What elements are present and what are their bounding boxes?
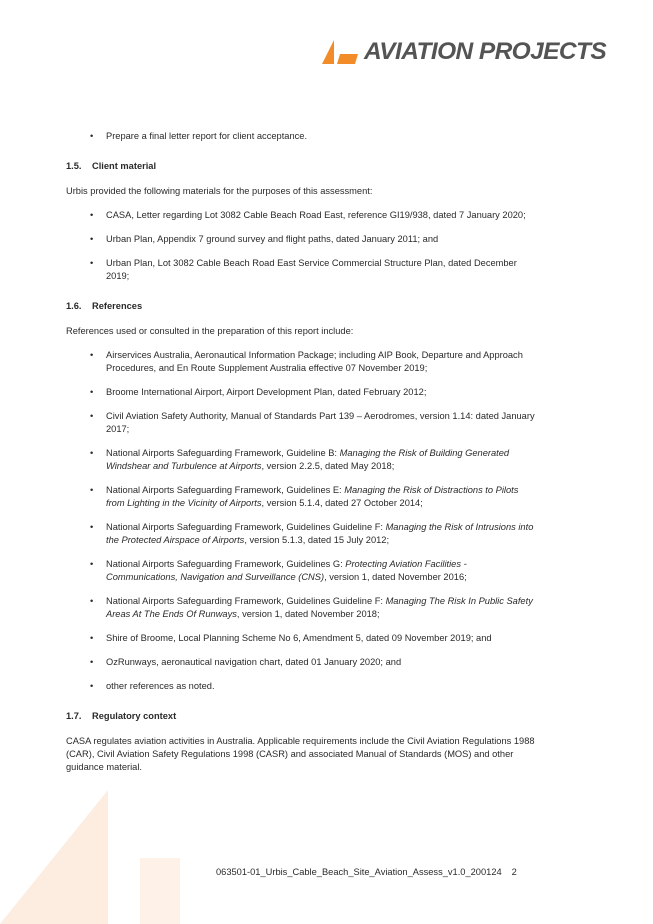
list-item-text: National Airports Safeguarding Framework, Guidelines Guideline F:	[106, 522, 386, 532]
list-item-text: National Airports Safeguarding Framework, Guideline B:	[106, 448, 340, 458]
bullet-icon: •	[90, 522, 94, 532]
bullet-icon: •	[90, 485, 94, 495]
watermark-logo-icon	[0, 790, 180, 924]
list-item	[66, 233, 536, 246]
list-item-text: Urban Plan, Appendix 7 ground survey and flight paths, dated January 2011; and	[106, 234, 439, 244]
list-item-text: National Airports Safeguarding Framework, Guidelines Guideline F:	[106, 596, 386, 606]
bullet-icon: •	[90, 411, 94, 421]
list-item	[66, 447, 536, 473]
list-item-title-italic: Managing The Risk In Public Safety Areas At The Ends Of Runways	[106, 596, 533, 619]
list-item-text-suffix: , version 5.1.3, dated 15 July 2012;	[244, 535, 390, 545]
section-title: Regulatory context	[92, 711, 177, 721]
footer-page-number: 2	[511, 867, 517, 877]
list-item	[66, 595, 536, 621]
list-item-text-suffix: , version 1, dated November 2016;	[324, 572, 467, 582]
section-number: 1.5.	[66, 161, 82, 171]
list-item	[66, 410, 536, 436]
bullet-list	[66, 209, 536, 283]
section-number: 1.7.	[66, 711, 82, 721]
footer	[216, 867, 517, 877]
bullet-icon: •	[90, 131, 94, 141]
list-item-text: Civil Aviation Safety Authority, Manual of Standards Part 139 – Aerodromes, version 1.14: dated January 2017;	[106, 411, 535, 434]
bullet-icon: •	[90, 210, 94, 220]
main-content	[66, 130, 536, 785]
footer-doc-ref: 063501-01_Urbis_Cable_Beach_Site_Aviation_Assess_v1.0_200124	[216, 867, 502, 877]
bullet-icon: •	[90, 633, 94, 643]
list-item-text: OzRunways, aeronautical navigation chart, dated 01 January 2020; and	[106, 657, 402, 667]
bullet-icon: •	[90, 387, 94, 397]
company-logo	[322, 38, 612, 68]
list-item	[66, 386, 536, 399]
section-heading	[66, 710, 536, 723]
list-item-text: National Airports Safeguarding Framework, Guidelines E:	[106, 485, 345, 495]
logo-mark-icon	[322, 40, 362, 64]
list-item-title-italic: Protecting Aviation Facilities - Communications, Navigation and Surveillance (CNS)	[106, 559, 467, 582]
section-heading	[66, 300, 536, 313]
sections-container	[66, 160, 536, 774]
list-item-text: Broome International Airport, Airport Development Plan, dated February 2012;	[106, 387, 427, 397]
bullet-icon: •	[90, 681, 94, 691]
list-item	[66, 257, 536, 283]
section-heading	[66, 160, 536, 173]
list-item-text: National Airports Safeguarding Framework, Guidelines G:	[106, 559, 346, 569]
list-item-text-suffix: , version 2.2.5, dated May 2018;	[261, 461, 395, 471]
list-item-text-suffix: , version 1, dated November 2018;	[236, 609, 380, 619]
list-item	[66, 656, 536, 669]
list-item	[66, 209, 536, 222]
list-item-text: other references as noted.	[106, 681, 215, 691]
bullet-icon: •	[90, 559, 94, 569]
list-item-text: Urban Plan, Lot 3082 Cable Beach Road East Service Commercial Structure Plan, dated December 2019;	[106, 258, 517, 281]
section-number: 1.6.	[66, 301, 82, 311]
bullet-icon: •	[90, 448, 94, 458]
bullet-list	[66, 349, 536, 693]
list-item-text: CASA, Letter regarding Lot 3082 Cable Beach Road East, reference GI19/938, dated 7 January 2020;	[106, 210, 526, 220]
list-item-title-italic: Managing the Risk of Building Generated Windshear and Turbulence at Airports	[106, 448, 510, 471]
logo-text: AVIATION PROJECTS	[364, 38, 607, 65]
list-item	[66, 632, 536, 645]
bullet-icon: •	[90, 350, 94, 360]
list-item-text: Prepare a final letter report for client acceptance.	[106, 131, 308, 141]
list-item	[66, 130, 536, 143]
list-item-text: Airservices Australia, Aeronautical Information Package; including AIP Book, Departure and Approach Procedures, and En Route Supplement Australia effective 07 November 2019;	[106, 350, 523, 373]
section-title: References	[92, 301, 143, 311]
section-intro: CASA regulates aviation activities in Australia. Applicable requirements include the Civil Aviation Regulations 1988 (CAR), Civil Aviation Safety Regulations 1998 (CASR) and associated Manual of Standards (MOS) and other guidance material.	[66, 736, 535, 772]
top-bullet-list	[66, 130, 536, 143]
list-item-text-suffix: , version 5.1.4, dated 27 October 2014;	[261, 498, 423, 508]
bullet-icon: •	[90, 657, 94, 667]
list-item	[66, 558, 536, 584]
list-item	[66, 521, 536, 547]
list-item	[66, 680, 536, 693]
list-item-text: Shire of Broome, Local Planning Scheme No 6, Amendment 5, dated 09 November 2019; and	[106, 633, 492, 643]
bullet-icon: •	[90, 258, 94, 268]
list-item-title-italic: Managing the Risk of Intrusions into the Protected Airspace of Airports	[106, 522, 534, 545]
list-item-title-italic: Managing the Risk of Distractions to Pilots from Lighting in the Vicinity of Airports	[106, 485, 519, 508]
section-intro: References used or consulted in the preparation of this report include:	[66, 326, 354, 336]
section-title: Client material	[92, 161, 157, 171]
list-item	[66, 484, 536, 510]
bullet-icon: •	[90, 596, 94, 606]
bullet-icon: •	[90, 234, 94, 244]
list-item	[66, 349, 536, 375]
section-intro: Urbis provided the following materials for the purposes of this assessment:	[66, 186, 373, 196]
